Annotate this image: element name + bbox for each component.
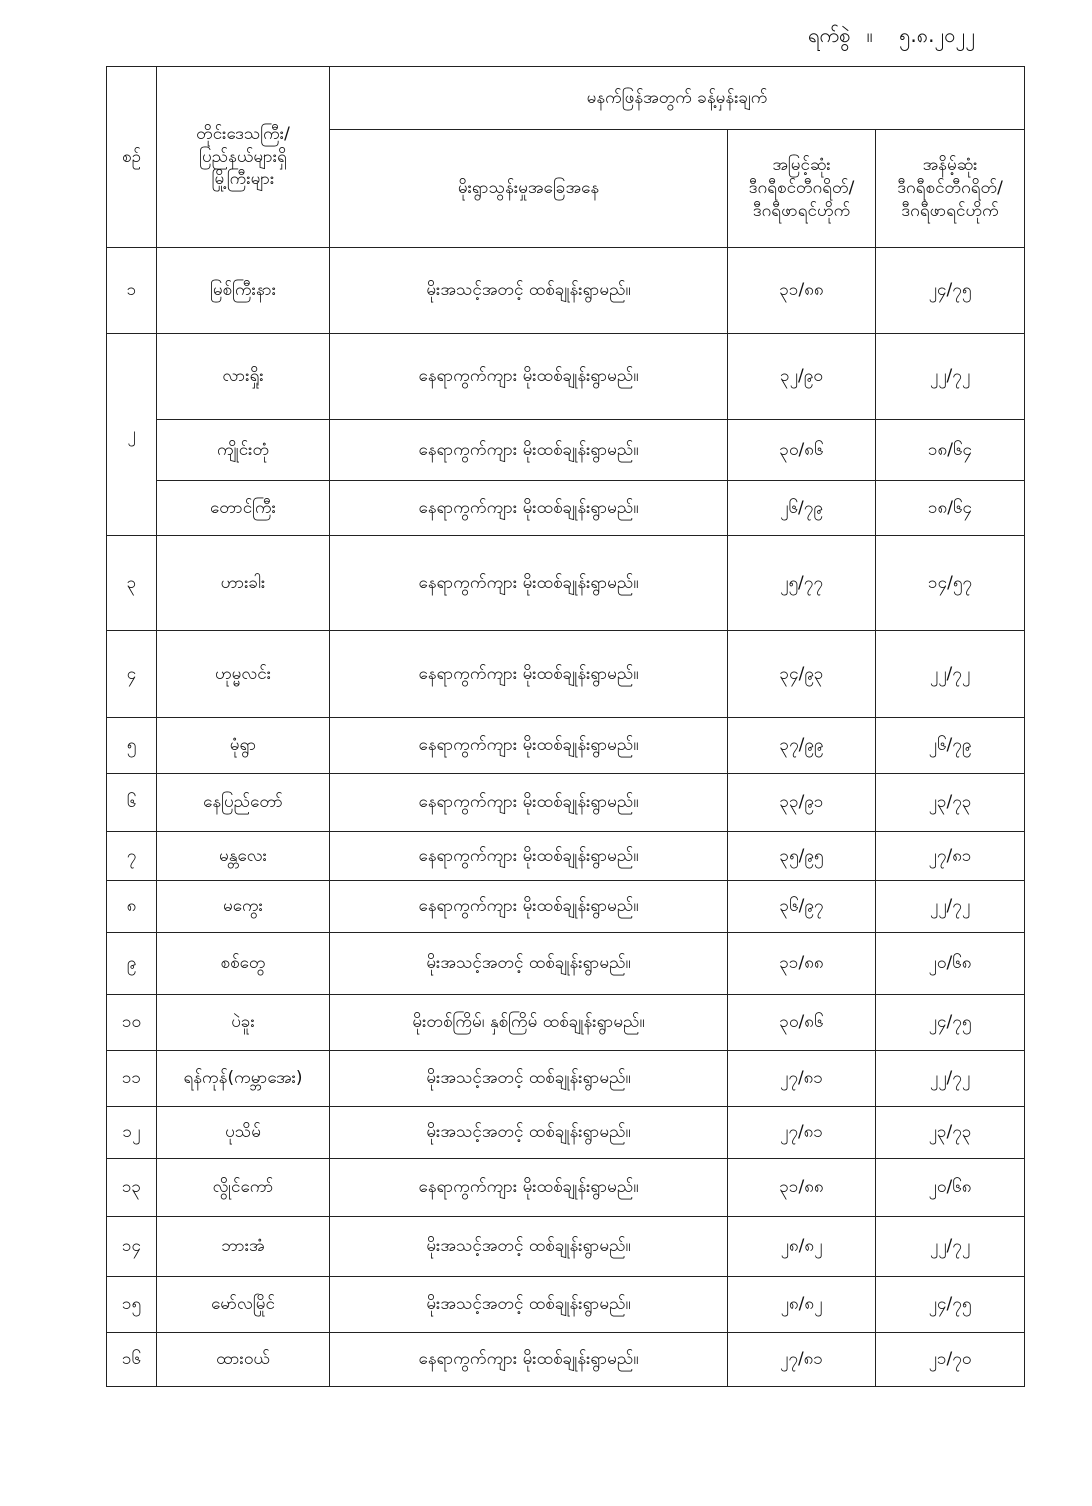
header-city-line: တိုင်းဒေသကြီး/ xyxy=(196,123,290,144)
city-cell: မန္တလေး xyxy=(157,832,330,881)
table-row xyxy=(107,881,1025,933)
serial-number-cell: ၁၆ xyxy=(107,1333,157,1387)
min-temp-cell: ၂၃/၇၃ xyxy=(876,1107,1025,1159)
max-temp-cell: ၃၁/၈၈ xyxy=(728,933,876,995)
min-temp-cell: ၁၈/၆၄ xyxy=(876,420,1025,481)
max-temp-cell: ၂၅/၇၇ xyxy=(728,536,876,631)
rain-condition-cell: နေရာကွက်ကျား မိုးထစ်ချုန်းရွာမည်။ xyxy=(330,718,728,774)
header-city-line: ပြည်နယ်များရှိ xyxy=(199,146,287,167)
rain-condition-cell: နေရာကွက်ကျား မိုးထစ်ချုန်းရွာမည်။ xyxy=(330,832,728,881)
min-temp-cell: ၂၂/၇၂ xyxy=(876,1051,1025,1107)
min-temp-cell: ၂၂/၇၂ xyxy=(876,334,1025,420)
table-row xyxy=(107,481,1025,536)
city-cell: ဟားခါး xyxy=(157,536,330,631)
max-temp-cell: ၃၃/၉၁ xyxy=(728,774,876,832)
serial-number-cell: ၆ xyxy=(107,774,157,832)
serial-number-cell: ၁၂ xyxy=(107,1107,157,1159)
serial-number-cell: ၂ xyxy=(107,334,157,536)
max-temp-cell: ၃၀/၈၆ xyxy=(728,995,876,1051)
serial-number-cell: ၁ xyxy=(107,248,157,334)
min-temp-cell: ၂၄/၇၅ xyxy=(876,248,1025,334)
city-cell: ကျိုင်းတုံ xyxy=(157,420,330,481)
city-cell: ပုသိမ် xyxy=(157,1107,330,1159)
max-temp-cell: ၃၅/၉၅ xyxy=(728,832,876,881)
serial-number-cell: ၃ xyxy=(107,536,157,631)
header-min-line: ဒီဂရီဖာရင်ဟိုက် xyxy=(901,200,999,221)
table-row xyxy=(107,1107,1025,1159)
min-temp-cell: ၁၄/၅၇ xyxy=(876,536,1025,631)
min-temp-cell: ၂၂/၇၂ xyxy=(876,881,1025,933)
rain-condition-cell: နေရာကွက်ကျား မိုးထစ်ချုန်းရွာမည်။ xyxy=(330,631,728,718)
rain-condition-cell: မိုးအသင့်အတင့် ထစ်ချုန်းရွာမည်။ xyxy=(330,248,728,334)
serial-number-cell: ၄ xyxy=(107,631,157,718)
city-cell: မကွေး xyxy=(157,881,330,933)
city-cell: တောင်ကြီး xyxy=(157,481,330,536)
rain-condition-cell: နေရာကွက်ကျား မိုးထစ်ချုန်းရွာမည်။ xyxy=(330,1159,728,1217)
header-max-line: ဒီဂရီစင်တီဂရိတ်/ xyxy=(748,178,855,199)
table-row xyxy=(107,774,1025,832)
city-cell: ပဲခူး xyxy=(157,995,330,1051)
header-city-line: မြို့ကြီးများ xyxy=(211,169,275,190)
forecast-table xyxy=(106,66,1025,1387)
serial-number-cell: ၅ xyxy=(107,718,157,774)
min-temp-cell: ၂၄/၇၅ xyxy=(876,1277,1025,1333)
rain-condition-cell: မိုးတစ်ကြိမ်၊ နှစ်ကြိမ် ထစ်ချုန်းရွာမည်။ xyxy=(330,995,728,1051)
rain-condition-cell: မိုးအသင့်အတင့် ထစ်ချုန်းရွာမည်။ xyxy=(330,933,728,995)
city-cell: မုံရွာ xyxy=(157,718,330,774)
max-temp-cell: ၂၈/၈၂ xyxy=(728,1217,876,1277)
table-row xyxy=(107,248,1025,334)
min-temp-cell: ၂၁/၇၀ xyxy=(876,1333,1025,1387)
max-temp-cell: ၃၁/၈၈ xyxy=(728,1159,876,1217)
city-cell: မြစ်ကြီးနား xyxy=(157,248,330,334)
city-cell: ထားဝယ် xyxy=(157,1333,330,1387)
table-row xyxy=(107,832,1025,881)
header-min-line: အနိမ့်ဆုံး xyxy=(922,155,978,176)
serial-number-cell: ၉ xyxy=(107,933,157,995)
serial-number-cell: ၁၀ xyxy=(107,995,157,1051)
header-max-temp xyxy=(728,130,876,248)
max-temp-cell: ၃၀/၈၆ xyxy=(728,420,876,481)
date-line xyxy=(808,22,975,52)
rain-condition-cell: နေရာကွက်ကျား မိုးထစ်ချုန်းရွာမည်။ xyxy=(330,536,728,631)
serial-number-cell: ၁၁ xyxy=(107,1051,157,1107)
header-rain-condition: မိုးရွာသွန်းမှုအခြေအနေ xyxy=(330,130,728,248)
header-serial-no: စဉ် xyxy=(107,67,157,248)
rain-condition-cell: နေရာကွက်ကျား မိုးထစ်ချုန်းရွာမည်။ xyxy=(330,334,728,420)
table-row xyxy=(107,995,1025,1051)
date-separator: ။ xyxy=(866,23,873,47)
min-temp-cell: ၂၂/၇၂ xyxy=(876,631,1025,718)
city-cell: မော်လမြိုင် xyxy=(157,1277,330,1333)
table-row xyxy=(107,631,1025,718)
min-temp-cell: ၂၆/၇၉ xyxy=(876,718,1025,774)
header-max-line: ဒီဂရီဖာရင်ဟိုက် xyxy=(752,200,851,221)
table-row xyxy=(107,718,1025,774)
rain-condition-cell: နေရာကွက်ကျား မိုးထစ်ချုန်းရွာမည်။ xyxy=(330,420,728,481)
city-cell: လွိုင်ကော် xyxy=(157,1159,330,1217)
max-temp-cell: ၂၆/၇၉ xyxy=(728,481,876,536)
rain-condition-cell: နေရာကွက်ကျား မိုးထစ်ချုန်းရွာမည်။ xyxy=(330,481,728,536)
min-temp-cell: ၂၄/၇၅ xyxy=(876,995,1025,1051)
city-cell: လားရှိုး xyxy=(157,334,330,420)
table-row xyxy=(107,334,1025,420)
max-temp-cell: ၂၇/၈၁ xyxy=(728,1051,876,1107)
rain-condition-cell: နေရာကွက်ကျား မိုးထစ်ချုန်းရွာမည်။ xyxy=(330,1333,728,1387)
max-temp-cell: ၂၇/၈၁ xyxy=(728,1333,876,1387)
serial-number-cell: ၁၃ xyxy=(107,1159,157,1217)
city-cell: ဟုမ္မလင်း xyxy=(157,631,330,718)
table-row xyxy=(107,933,1025,995)
rain-condition-cell: မိုးအသင့်အတင့် ထစ်ချုန်းရွာမည်။ xyxy=(330,1217,728,1277)
max-temp-cell: ၂၈/၈၂ xyxy=(728,1277,876,1333)
min-temp-cell: ၁၈/၆၄ xyxy=(876,481,1025,536)
min-temp-cell: ၂၀/၆၈ xyxy=(876,1159,1025,1217)
table-header xyxy=(107,67,1025,248)
max-temp-cell: ၃၂/၉၀ xyxy=(728,334,876,420)
table-row xyxy=(107,1277,1025,1333)
serial-number-cell: ၇ xyxy=(107,832,157,881)
rain-condition-cell: နေရာကွက်ကျား မိုးထစ်ချုန်းရွာမည်။ xyxy=(330,881,728,933)
city-cell: ဘားအံ xyxy=(157,1217,330,1277)
min-temp-cell: ၂၇/၈၁ xyxy=(876,832,1025,881)
min-temp-cell: ၂၂/၇၂ xyxy=(876,1217,1025,1277)
table-row xyxy=(107,1333,1025,1387)
city-cell: နေပြည်တော် xyxy=(157,774,330,832)
max-temp-cell: ၂၇/၈၁ xyxy=(728,1107,876,1159)
city-cell: စစ်တွေ xyxy=(157,933,330,995)
date-label: ရက်စွဲ xyxy=(808,23,851,47)
min-temp-cell: ၂၃/၇၃ xyxy=(876,774,1025,832)
min-temp-cell: ၂၀/၆၈ xyxy=(876,933,1025,995)
table-body xyxy=(107,248,1025,1387)
rain-condition-cell: နေရာကွက်ကျား မိုးထစ်ချုန်းရွာမည်။ xyxy=(330,774,728,832)
table-row xyxy=(107,420,1025,481)
rain-condition-cell: မိုးအသင့်အတင့် ထစ်ချုန်းရွာမည်။ xyxy=(330,1277,728,1333)
serial-number-cell: ၈ xyxy=(107,881,157,933)
table-row xyxy=(107,1159,1025,1217)
serial-number-cell: ၁၄ xyxy=(107,1217,157,1277)
header-max-line: အမြင့်ဆုံး xyxy=(772,155,831,176)
header-city xyxy=(157,67,330,248)
city-cell: ရန်ကုန်(ကမ္ဘာအေး) xyxy=(157,1051,330,1107)
rain-condition-cell: မိုးအသင့်အတင့် ထစ်ချုန်းရွာမည်။ xyxy=(330,1107,728,1159)
max-temp-cell: ၃၄/၉၃ xyxy=(728,631,876,718)
max-temp-cell: ၃၆/၉၇ xyxy=(728,881,876,933)
header-forecast-group: မနက်ဖြန်အတွက် ခန့်မှန်းချက် xyxy=(330,67,1025,130)
date-value: ၅.၈.၂၀၂၂ xyxy=(899,23,976,47)
header-min-line: ဒီဂရီစင်တီဂရိတ်/ xyxy=(897,178,1003,199)
table-row xyxy=(107,536,1025,631)
serial-number-cell: ၁၅ xyxy=(107,1277,157,1333)
max-temp-cell: ၃၇/၉၉ xyxy=(728,718,876,774)
max-temp-cell: ၃၁/၈၈ xyxy=(728,248,876,334)
header-min-temp xyxy=(876,130,1025,248)
table-row xyxy=(107,1217,1025,1277)
rain-condition-cell: မိုးအသင့်အတင့် ထစ်ချုန်းရွာမည်။ xyxy=(330,1051,728,1107)
table-row xyxy=(107,1051,1025,1107)
